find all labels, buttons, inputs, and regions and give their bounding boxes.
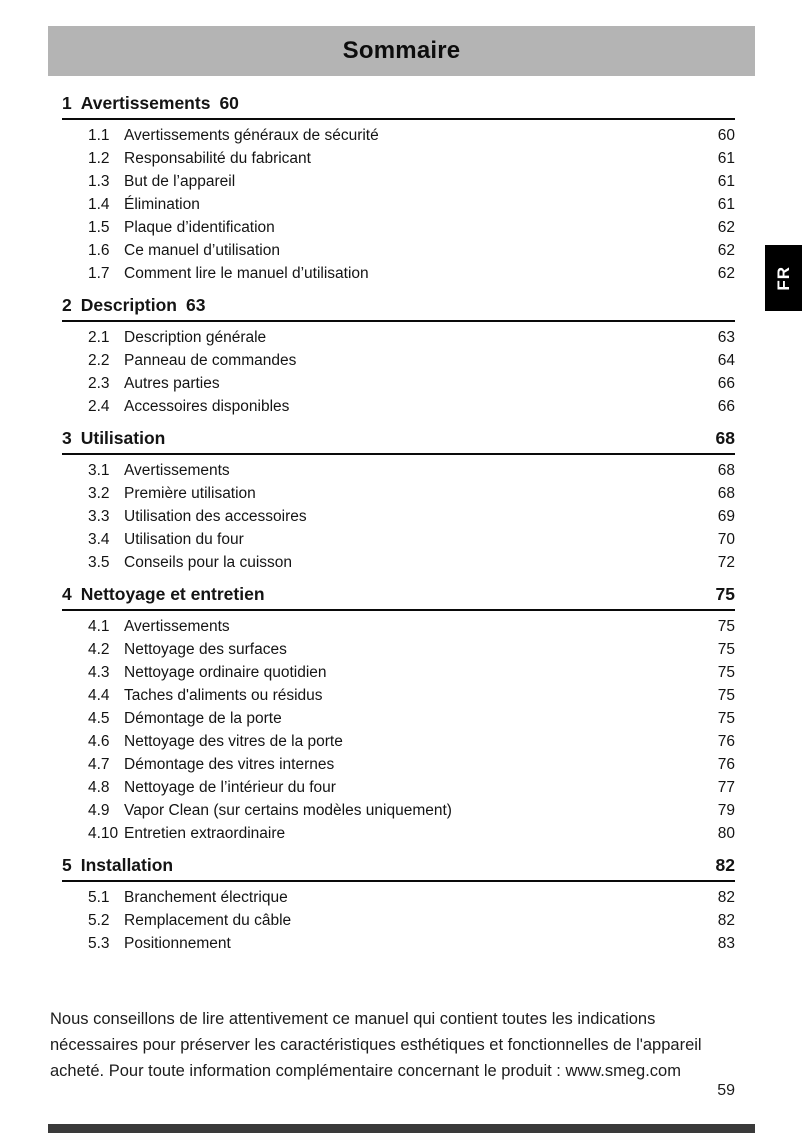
entry-page: 83 — [717, 935, 735, 952]
toc-entry — [62, 551, 735, 574]
entry-number: 4.9 — [88, 802, 110, 819]
entry-page: 61 — [717, 150, 735, 167]
section-page: 75 — [715, 584, 735, 604]
toc-section — [62, 854, 735, 955]
entry-page: 82 — [717, 889, 735, 906]
toc-entry — [62, 615, 735, 638]
toc-entry — [62, 638, 735, 661]
entry-page: 75 — [717, 664, 735, 681]
entry-title: Avertissements — [124, 618, 230, 635]
entry-title: Nettoyage des vitres de la porte — [124, 733, 343, 750]
page-number: 59 — [717, 1082, 735, 1099]
bottom-bar — [48, 1124, 755, 1133]
toc-entry — [62, 753, 735, 776]
entry-number: 3.3 — [88, 508, 110, 525]
entry-title: Accessoires disponibles — [124, 398, 290, 415]
entry-number: 5.1 — [88, 889, 110, 906]
toc-entry — [62, 684, 735, 707]
entry-number: 2.4 — [88, 398, 110, 415]
entry-page: 80 — [717, 825, 735, 842]
entry-page: 75 — [717, 710, 735, 727]
toc-entry — [62, 459, 735, 482]
entry-title: But de l’appareil — [124, 173, 236, 190]
entry-title: Avertissements — [124, 462, 230, 479]
language-tab-label: FR — [773, 265, 793, 291]
entry-number: 1.1 — [88, 127, 110, 144]
toc-entry — [62, 372, 735, 395]
toc-entry — [62, 932, 735, 955]
entry-number: 4.10 — [88, 825, 119, 842]
entry-title: Utilisation des accessoires — [124, 508, 307, 525]
entry-page: 68 — [717, 462, 735, 479]
entry-number: 3.1 — [88, 462, 110, 479]
toc-entry — [62, 216, 735, 239]
entry-page: 70 — [717, 531, 735, 548]
toc-entry — [62, 124, 735, 147]
entry-page: 62 — [717, 219, 735, 236]
entry-title: Utilisation du four — [124, 531, 244, 548]
entry-page: 63 — [717, 329, 735, 346]
entry-number: 4.5 — [88, 710, 110, 727]
entry-number: 4.6 — [88, 733, 110, 750]
table-of-contents — [62, 92, 735, 955]
entry-page: 60 — [717, 127, 735, 144]
toc-entry — [62, 395, 735, 418]
entry-page: 69 — [717, 508, 735, 525]
entry-title: Vapor Clean (sur certains modèles uniquement) — [124, 802, 452, 819]
entry-title: Conseils pour la cuisson — [124, 554, 293, 571]
footer-note: Nous conseillons de lire attentivement ce manuel qui contient toutes les indications nécessaires pour préserver les caractéristiques esthétiques et fonctionnelles de l'appareil acheté. Pour toute information complémentaire concernant le produit : www.smeg.com — [50, 1010, 702, 1080]
toc-entry — [62, 776, 735, 799]
entry-page: 76 — [717, 756, 735, 773]
entry-number: 4.1 — [88, 618, 110, 635]
entry-title: Avertissements généraux de sécurité — [124, 127, 379, 144]
toc-section-entries — [62, 120, 735, 285]
entry-number: 2.1 — [88, 329, 110, 346]
section-page: 63 — [186, 295, 206, 315]
entry-number: 1.3 — [88, 173, 110, 190]
toc-entry — [62, 262, 735, 285]
toc-section — [62, 427, 735, 574]
entry-number: 5.2 — [88, 912, 110, 929]
toc-section-heading — [62, 294, 735, 322]
section-title: Installation — [80, 855, 174, 875]
toc-section-heading — [62, 92, 735, 120]
entry-number: 5.3 — [88, 935, 110, 952]
entry-title: Responsabilité du fabricant — [124, 150, 311, 167]
entry-page: 62 — [717, 242, 735, 259]
section-number: 2 — [62, 295, 72, 315]
entry-title: Taches d'aliments ou résidus — [124, 687, 323, 704]
section-title: Avertissements — [80, 93, 211, 113]
entry-title: Démontage de la porte — [124, 710, 282, 727]
entry-page: 68 — [717, 485, 735, 502]
toc-entry — [62, 349, 735, 372]
section-title: Utilisation — [80, 428, 166, 448]
toc-entry — [62, 730, 735, 753]
toc-entry — [62, 147, 735, 170]
section-page: 60 — [219, 93, 239, 113]
toc-entry — [62, 799, 735, 822]
entry-title: Nettoyage ordinaire quotidien — [124, 664, 327, 681]
entry-title: Branchement électrique — [124, 889, 288, 906]
entry-page: 79 — [717, 802, 735, 819]
toc-entry — [62, 239, 735, 262]
entry-title: Entretien extraordinaire — [124, 825, 286, 842]
entry-page: 76 — [717, 733, 735, 750]
toc-section-heading — [62, 427, 735, 455]
entry-number: 1.4 — [88, 196, 110, 213]
entry-page: 61 — [717, 196, 735, 213]
entry-number: 3.4 — [88, 531, 110, 548]
language-tab-fr — [765, 245, 802, 311]
section-page: 82 — [715, 855, 735, 875]
entry-number: 4.3 — [88, 664, 110, 681]
toc-entry — [62, 505, 735, 528]
toc-entry — [62, 909, 735, 932]
entry-title: Description générale — [124, 329, 267, 346]
toc-entry — [62, 170, 735, 193]
toc-entry — [62, 707, 735, 730]
section-number: 5 — [62, 855, 72, 875]
toc-section-entries — [62, 322, 735, 418]
toc-section-entries — [62, 455, 735, 574]
entry-number: 4.8 — [88, 779, 110, 796]
entry-number: 2.2 — [88, 352, 110, 369]
entry-page: 77 — [717, 779, 735, 796]
toc-entry — [62, 482, 735, 505]
entry-number: 3.5 — [88, 554, 110, 571]
entry-number: 1.2 — [88, 150, 110, 167]
toc-section-heading — [62, 583, 735, 611]
entry-page: 75 — [717, 618, 735, 635]
section-page: 68 — [715, 428, 735, 448]
section-title: Nettoyage et entretien — [80, 584, 265, 604]
entry-page: 61 — [717, 173, 735, 190]
toc-entry — [62, 886, 735, 909]
section-title: Description — [80, 295, 178, 315]
entry-title: Remplacement du câble — [124, 912, 292, 929]
page-title: Sommaire — [48, 26, 755, 76]
entry-title: Plaque d’identification — [124, 219, 275, 236]
toc-section — [62, 583, 735, 845]
toc-entry — [62, 326, 735, 349]
entry-page: 82 — [717, 912, 735, 929]
section-number: 1 — [62, 93, 72, 113]
toc-section — [62, 294, 735, 418]
entry-number: 1.6 — [88, 242, 110, 259]
toc-section-entries — [62, 611, 735, 845]
entry-number: 1.5 — [88, 219, 110, 236]
entry-title: Démontage des vitres internes — [124, 756, 335, 773]
entry-title: Nettoyage des surfaces — [124, 641, 287, 658]
entry-title: Première utilisation — [124, 485, 256, 502]
entry-title: Panneau de commandes — [124, 352, 297, 369]
entry-title: Comment lire le manuel d’utilisation — [124, 265, 369, 282]
entry-page: 66 — [717, 375, 735, 392]
entry-title: Élimination — [124, 196, 200, 213]
entry-page: 66 — [717, 398, 735, 415]
entry-number: 2.3 — [88, 375, 110, 392]
toc-entry — [62, 661, 735, 684]
entry-page: 72 — [717, 554, 735, 571]
entry-title: Autres parties — [124, 375, 220, 392]
toc-entry — [62, 193, 735, 216]
entry-page: 62 — [717, 265, 735, 282]
entry-number: 4.2 — [88, 641, 110, 658]
toc-entry — [62, 528, 735, 551]
toc-entry — [62, 822, 735, 845]
entry-number: 4.4 — [88, 687, 110, 704]
toc-section-entries — [62, 882, 735, 955]
entry-page: 75 — [717, 687, 735, 704]
entry-title: Positionnement — [124, 935, 231, 952]
entry-number: 3.2 — [88, 485, 110, 502]
section-number: 4 — [62, 584, 72, 604]
section-number: 3 — [62, 428, 72, 448]
entry-title: Ce manuel d’utilisation — [124, 242, 280, 259]
entry-page: 75 — [717, 641, 735, 658]
toc-section-heading — [62, 854, 735, 882]
entry-number: 1.7 — [88, 265, 110, 282]
toc-section — [62, 92, 735, 285]
entry-title: Nettoyage de l’intérieur du four — [124, 779, 336, 796]
entry-page: 64 — [717, 352, 735, 369]
entry-number: 4.7 — [88, 756, 110, 773]
